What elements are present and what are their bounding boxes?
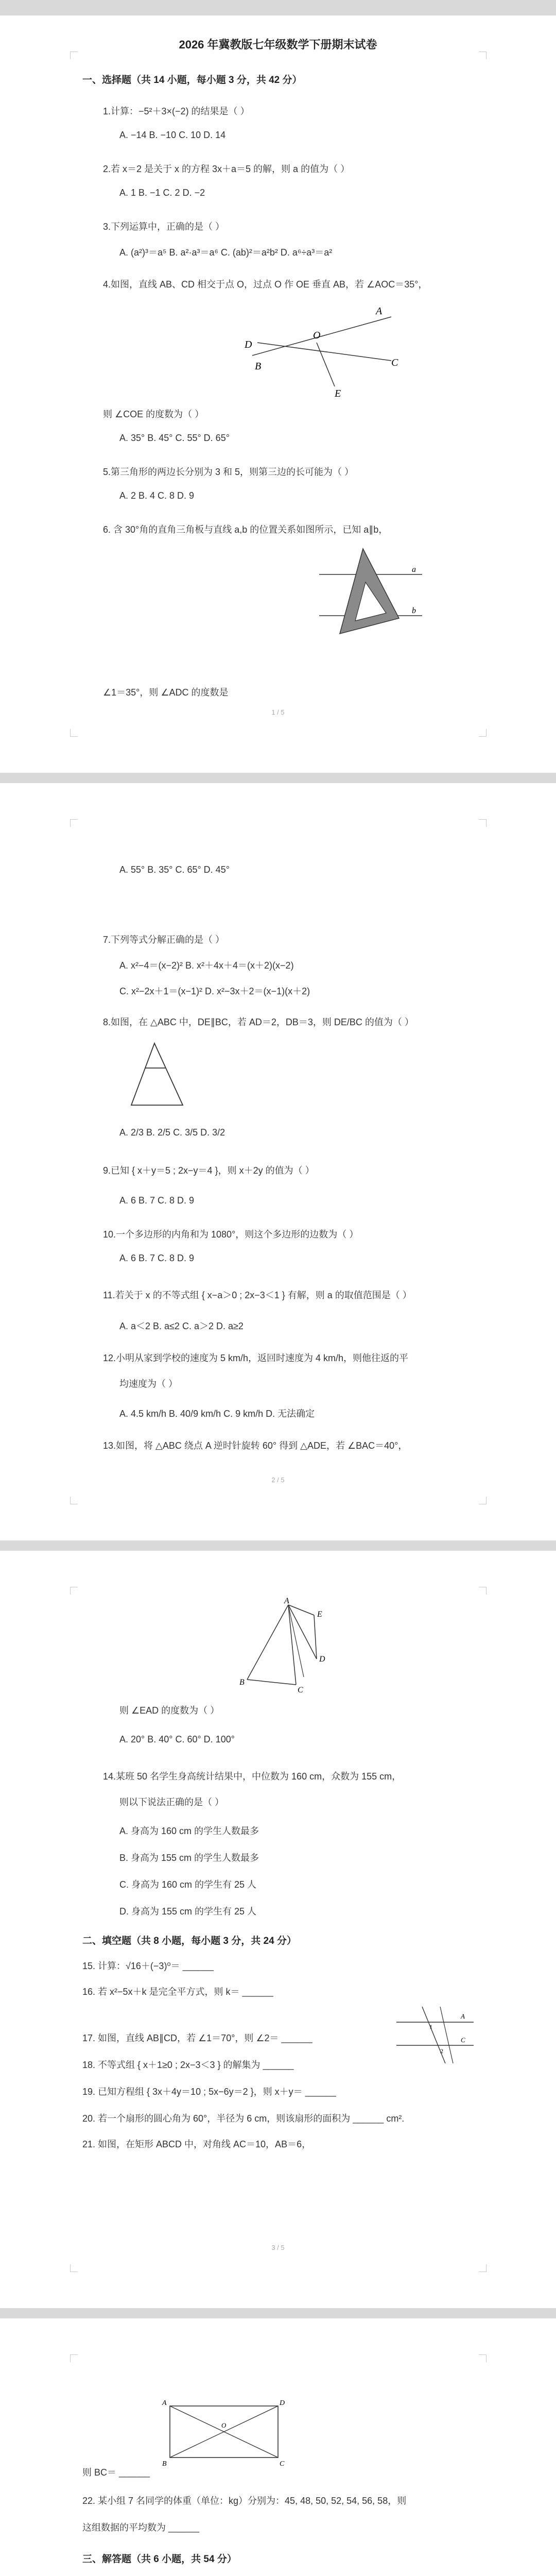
- crop-mark: [479, 2264, 486, 2272]
- svg-text:A: A: [461, 2012, 465, 2020]
- section-heading: 一、选择题（共 14 小题，每小题 3 分，共 42 分）: [82, 75, 302, 86]
- options-7b: C. x²−2x＋1＝(x−1)² D. x²−3x＋2＝(x−1)(x＋2): [119, 986, 310, 996]
- options-12: A. 4.5 km/h B. 40/9 km/h C. 9 km/h D. 无法确定: [119, 1409, 315, 1419]
- crop-mark: [479, 2354, 486, 2362]
- question-14: 14.某班 50 名学生身高统计结果中，中位数为 160 cm，众数为 155 cm，: [103, 1771, 402, 1782]
- figure-rotation: [227, 1597, 350, 1695]
- options-8: A. 2/3 B. 2/5 C. 3/5 D. 3/2: [119, 1127, 225, 1138]
- crop-mark: [70, 729, 78, 737]
- svg-text:C: C: [280, 2460, 285, 2468]
- svg-text:A: A: [162, 2399, 167, 2407]
- crop-mark: [70, 819, 78, 827]
- crop-mark: [70, 52, 78, 59]
- option-14c: C. 身高为 160 cm 的学生有 25 人: [119, 1879, 257, 1890]
- option-14a: A. 身高为 160 cm 的学生人数最多: [119, 1826, 259, 1836]
- page-number: 1 / 5: [271, 708, 285, 716]
- question-14-cont: 则以下说法正确的是（ ）: [119, 1797, 224, 1807]
- svg-text:B: B: [255, 361, 262, 372]
- question-6: 6. 含 30°角的直角三角板与直线 a,b 的位置关系如图所示，已知 a∥b，: [103, 524, 388, 535]
- crop-mark: [479, 729, 486, 737]
- figure-rectangle: [160, 2396, 288, 2468]
- exam-title: 2026 年冀教版七年级数学下册期末试卷: [179, 38, 377, 51]
- svg-text:B: B: [239, 1678, 245, 1687]
- question-16: 16. 若 x²−5x＋k 是完全平方式，则 k＝ ______: [82, 1987, 273, 1997]
- question-15: 15. 计算：√16＋(−3)⁰＝ ______: [82, 1961, 214, 1971]
- options-10: A. 6 B. 7 C. 8 D. 9: [119, 1253, 195, 1263]
- option-14b: B. 身高为 155 cm 的学生人数最多: [119, 1853, 259, 1863]
- question-1: 1.计算：−5²＋3×(−2) 的结果是（ ）: [103, 106, 250, 116]
- options-7a: A. x²−4＝(x−2)² B. x²＋4x＋4＝(x＋2)(x−2): [119, 960, 294, 971]
- crop-mark: [70, 2354, 78, 2362]
- question-18: 18. 不等式组 { x＋1≥0 ; 2x−3＜3 } 的解集为 ______: [82, 2060, 294, 2070]
- figure-parallel-lines: [391, 2004, 479, 2066]
- crop-mark: [70, 1497, 78, 1504]
- svg-text:E: E: [335, 388, 341, 399]
- svg-text:C: C: [298, 1686, 303, 1694]
- options-6: A. 55° B. 35° C. 65° D. 45°: [119, 865, 230, 875]
- section-heading: 三、解答题（共 6 小题，共 54 分）: [82, 2554, 237, 2565]
- question-9: 9.已知 { x＋y＝5 ; 2x−y＝4 }，则 x＋2y 的值为（ ）: [103, 1165, 315, 1176]
- svg-text:D: D: [319, 1655, 325, 1664]
- svg-text:A: A: [284, 1597, 289, 1605]
- svg-text:C: C: [391, 357, 398, 368]
- options-4: A. 35° B. 45° C. 55° D. 65°: [119, 433, 230, 443]
- svg-text:a: a: [412, 565, 416, 574]
- question-8: 8.如图，在 △ABC 中，DE∥BC，若 AD＝2，DB＝3，则 DE/BC 的值为（ ）: [103, 1017, 414, 1027]
- section-heading: 二、填空题（共 8 小题，每小题 3 分，共 24 分）: [82, 1936, 297, 1946]
- options-5: A. 2 B. 4 C. 8 D. 9: [119, 490, 195, 501]
- question-12: 12.小明从家到学校的速度为 5 km/h，返回时速度为 4 km/h，则他往返的平: [103, 1353, 409, 1363]
- page-1: [0, 15, 556, 773]
- question-4: 4.如图，直线 AB、CD 相交于点 O，过点 O 作 OE 垂直 AB，若 ∠AOC＝35°，: [103, 279, 428, 290]
- question-22-cont: 这组数据的平均数为 ______: [82, 2522, 200, 2533]
- crop-mark: [70, 1587, 78, 1595]
- svg-text:C: C: [461, 2036, 465, 2044]
- svg-text:D: D: [280, 2399, 285, 2407]
- question-11: 11.若关于 x 的不等式组 { x−a＞0 ; 2x−3＜1 } 有解，则 a 的取值范围是（ ）: [103, 1290, 412, 1300]
- options-2: A. 1 B. −1 C. 2 D. −2: [119, 188, 205, 198]
- question-12-cont: 均速度为（ ）: [119, 1379, 178, 1389]
- question-3: 3.下列运算中，正确的是（ ）: [103, 222, 225, 232]
- svg-text:1: 1: [429, 2023, 432, 2030]
- question-21: 21. 如图，在矩形 ABCD 中，对角线 AC＝10，AB＝6，: [82, 2139, 311, 2149]
- options-13: A. 20° B. 40° C. 60° D. 100°: [119, 1734, 235, 1744]
- svg-text:O: O: [313, 330, 321, 341]
- page-3: [0, 1551, 556, 2308]
- options-9: A. 6 B. 7 C. 8 D. 9: [119, 1195, 195, 1206]
- page-2: [0, 783, 556, 1540]
- figure-set-square: [314, 544, 427, 647]
- question-5: 5.第三角形的两边长分别为 3 和 5，则第三边的长可能为（ ）: [103, 467, 354, 477]
- figure-intersecting-lines: [237, 296, 407, 399]
- question-2: 2.若 x＝2 是关于 x 的方程 3x＋a＝5 的解，则 a 的值为（ ）: [103, 164, 350, 174]
- page-4: [0, 2318, 556, 2576]
- option-14d: D. 身高为 155 cm 的学生有 25 人: [119, 1906, 257, 1917]
- question-20: 20. 若一个扇形的圆心角为 60°，半径为 6 cm，则该扇形的面积为 ______ cm².: [82, 2113, 405, 2124]
- question-17: 17. 如图，直线 AB∥CD，若 ∠1＝70°，则 ∠2＝ ______: [82, 2033, 312, 2043]
- crop-mark: [70, 2264, 78, 2272]
- question-7: 7.下列等式分解正确的是（ ）: [103, 935, 225, 945]
- question-21-cont: 则 BC＝ ______: [82, 2467, 150, 2478]
- crop-mark: [479, 1497, 486, 1504]
- svg-text:B: B: [162, 2460, 167, 2468]
- question-19: 19. 已知方程组 { 3x＋4y＝10 ; 5x−6y＝2 }，则 x＋y＝ ______: [82, 2087, 336, 2097]
- svg-text:D: D: [245, 339, 252, 350]
- question-10: 10.一个多边形的内角和为 1080°，则这个多边形的边数为（ ）: [103, 1229, 359, 1240]
- svg-text:A: A: [376, 306, 383, 317]
- question-6-cont: ∠1＝35°，则 ∠ADC 的度数是: [103, 687, 229, 698]
- page-number: 2 / 5: [271, 1476, 285, 1484]
- question-13: 13.如图，将 △ABC 绕点 A 逆时针旋转 60° 得到 △ADE，若 ∠BAC＝40°，: [103, 1440, 408, 1451]
- svg-text:E: E: [317, 1610, 322, 1619]
- crop-mark: [479, 819, 486, 827]
- svg-text:O: O: [221, 2421, 227, 2429]
- svg-text:b: b: [412, 606, 416, 615]
- question-13-cont: 则 ∠EAD 的度数为（ ）: [119, 1705, 220, 1716]
- page-number: 3 / 5: [271, 2244, 285, 2251]
- figure-triangle-abc: [124, 1038, 196, 1115]
- question-22: 22. 某小组 7 名同学的体重（单位：kg）分别为：45, 48, 50, 52, 54, 56, 58，则: [82, 2496, 407, 2506]
- options-3: A. (a²)³＝a⁵ B. a²·a³＝a⁶ C. (ab)²＝a²b² D. a⁶÷a³＝a²: [119, 247, 333, 258]
- crop-mark: [479, 52, 486, 59]
- question-4-cont: 则 ∠COE 的度数为（ ）: [103, 409, 204, 419]
- options-1: A. −14 B. −10 C. 10 D. 14: [119, 130, 226, 140]
- crop-mark: [479, 1587, 486, 1595]
- svg-text:2: 2: [440, 2047, 443, 2055]
- options-11: A. a＜2 B. a≤2 C. a＞2 D. a≥2: [119, 1321, 244, 1331]
